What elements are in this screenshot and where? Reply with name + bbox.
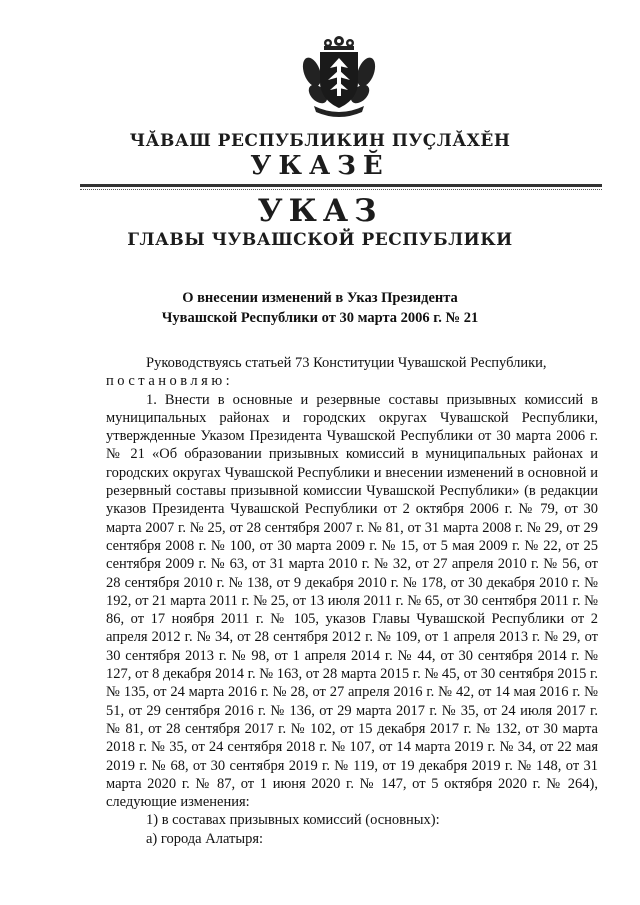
subitem-1a: а) города Алатыря:: [146, 830, 264, 847]
intro-paragraph: Руководствуясь статьей 73 Конституции Чувашской Республики,: [146, 355, 547, 371]
chuvash-heading-line2: УКАЗӖ: [250, 151, 390, 181]
chuvash-heading-line1: ЧӐВАШ РЕСПУБЛИКИН ПУҪЛӐХӖН: [129, 131, 511, 151]
decree-word: постановляю:: [106, 373, 234, 390]
subitem-1: 1) в составах призывных комиссий (основных):: [146, 812, 440, 829]
document-title-line1: О внесении изменений в Указ Президента: [182, 290, 458, 306]
russian-heading-line1: УКАЗ: [257, 193, 383, 229]
header-divider-dotted: [80, 189, 602, 190]
coat-of-arms-icon: [296, 32, 382, 118]
document-title-line2: Чувашской Республики от 30 марта 2006 г. № 21: [161, 310, 479, 326]
item-1-paragraph: 1. Внести в основные и резервные составы призывных комиссий в муниципальных районах и городских округах Чувашской Республики, утвержденные Указом Президента Чувашской Республики от 30 марта 2006 г. № 21 «Об образовании призывных комиссий в муниципальных районах и городских округах Чувашской Республики и внесении изменений в основной и резервный составы призывной комиссии Чувашской Республики» (в редакции указов Президента Чувашской Республики от 2 октября 2006 г. № 79, от 30 марта 2007 г. № 25, от 28 сентября 2007 г. № 81, от 31 марта 2008 г. № 29, от 29 сентября 2008 г. № 100, от 30 марта 2009 г. № 15, от 5 мая 2009 г. № 22, от 25 сентября 2009 г. № 63, от 31 марта 2010 г. № 32, от 27 апреля 2010 г. № 56, от 28 сентября 2010 г. № 138, от 9 декабря 2010 г. № 178, от 30 декабря 2010 г. № 192, от 21 марта 2011 г. № 25, от 13 июля 2011 г. № 65, от 30 сентября 2011 г. № 86, от 17 ноября 2011 г. № 105, указов Главы Чувашской Республики от 2 апреля 2012 г. № 34, от 28 сентября 2012 г. № 109, от 1 апреля 2013 г. № 29, от 30 сентября 2013 г. № 98, от 1 апреля 2014 г. № 44, от 30 сентября 2014 г. № 127, от 8 декабря 2014 г. № 163, от 28 марта 2015 г. № 45, от 30 сентября 2015 г. № 135, от 24 марта 2016 г. № 28, от 27 апреля 2016 г. № 42, от 14 мая 2016 г. № 51, от 29 сентября 2016 г. № 136, от 29 марта 2017 г. № 35, от 24 июля 2017 г. № 81, от 28 сентября 2017 г. № 102, от 15 декабря 2017 г. № 132, от 30 марта 2018 г. № 35, от 24 сентября 2018 г. № 107, от 14 марта 2019 г. № 34, от 22 мая 2019 г. № 68, от 30 сентября 2019 г. № 119, от 19 декабря 2019 г. № 148, от 31 марта 2020 г. № 87, от 1 июня 2020 г. № 147, от 5 октября 2020 г. № 264), следующие изменения:: [106, 391, 598, 811]
document-title: [0, 288, 640, 328]
header-divider: [80, 184, 602, 187]
russian-heading-line2: ГЛАВЫ ЧУВАШСКОЙ РЕСПУБЛИКИ: [127, 230, 513, 250]
document-body: [106, 354, 598, 848]
